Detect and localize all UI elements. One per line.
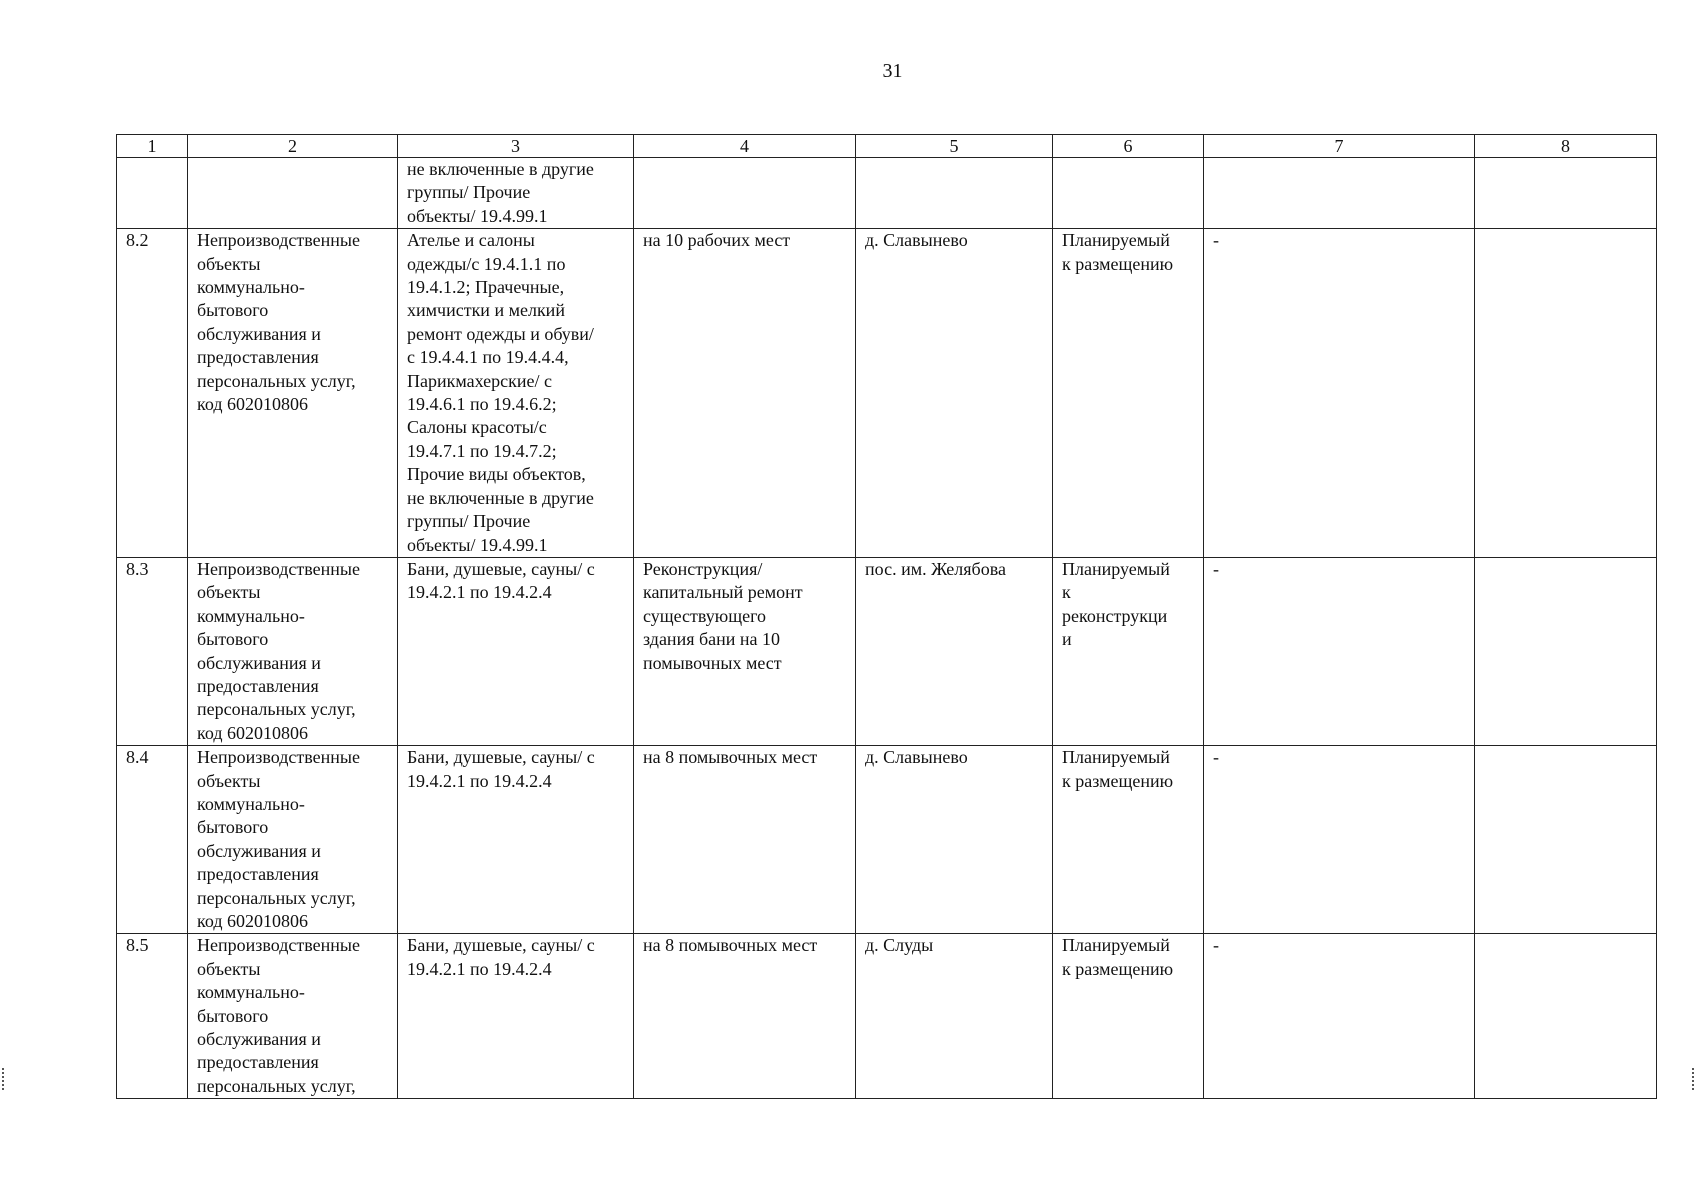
table-cell-col-6: Планируемый к размещению [1053, 229, 1204, 558]
table-cell-col-3: Ателье и салоны одежды/с 19.4.1.1 по 19.4.1.2; Прачечные, химчистки и мелкий ремонт одежды и обуви/ с 19.4.4.1 по 19.4.4.4, Парикмахерские/ с 19.4.6.1 по 19.4.6.2; Салоны красоты/с 19.4.7.1 по 19.4.7.2; Прочие виды объектов, не включенные в другие группы/ Прочие объекты/ 19.4.99.1 [398, 229, 634, 558]
table-cell-col-2: Непроизводственные объекты коммунально- бытового обслуживания и предоставления персональных услуг, код 602010806 [188, 746, 398, 934]
table-cell-col-3: Бани, душевые, сауны/ с 19.4.2.1 по 19.4.2.4 [398, 557, 634, 745]
table-row [117, 229, 1657, 558]
column-number-1: 1 [117, 135, 188, 158]
table-row [117, 158, 1657, 229]
left-edge-mark [2, 1068, 4, 1092]
table-row [117, 934, 1657, 1099]
right-edge-mark [1692, 1068, 1694, 1092]
table-cell-col-7 [1204, 158, 1475, 229]
column-number-8: 8 [1475, 135, 1657, 158]
table-cell-col-8 [1475, 557, 1657, 745]
table-cell-col-1: 8.3 [117, 557, 188, 745]
table-cell-col-5 [856, 158, 1053, 229]
table-cell-col-1 [117, 158, 188, 229]
table-cell-col-5: д. Славынево [856, 746, 1053, 934]
table-cell-col-2: Непроизводственные объекты коммунально- бытового обслуживания и предоставления персональных услуг, [188, 934, 398, 1099]
column-number-7: 7 [1204, 135, 1475, 158]
column-number-row [117, 135, 1657, 158]
table-cell-col-7: - [1204, 746, 1475, 934]
table-cell-col-6: Планируемый к размещению [1053, 746, 1204, 934]
table-cell-col-2: Непроизводственные объекты коммунально- бытового обслуживания и предоставления персональных услуг, код 602010806 [188, 229, 398, 558]
table-cell-col-7: - [1204, 934, 1475, 1099]
table-cell-col-5: д. Слуды [856, 934, 1053, 1099]
page-number: 31 [882, 60, 903, 82]
table-row [117, 557, 1657, 745]
table-cell-col-7: - [1204, 229, 1475, 558]
column-number-3: 3 [398, 135, 634, 158]
table-cell-col-1: 8.5 [117, 934, 188, 1099]
table-cell-col-5: д. Славынево [856, 229, 1053, 558]
table-cell-col-6 [1053, 158, 1204, 229]
table-cell-col-1: 8.2 [117, 229, 188, 558]
table-cell-col-3: Бани, душевые, сауны/ с 19.4.2.1 по 19.4.2.4 [398, 934, 634, 1099]
table-cell-col-2: Непроизводственные объекты коммунально- бытового обслуживания и предоставления персональных услуг, код 602010806 [188, 557, 398, 745]
table-cell-col-1: 8.4 [117, 746, 188, 934]
table-cell-col-4: Реконструкция/ капитальный ремонт существующего здания бани на 10 помывочных мест [634, 557, 856, 745]
table-cell-col-3: Бани, душевые, сауны/ с 19.4.2.1 по 19.4.2.4 [398, 746, 634, 934]
table-cell-col-8 [1475, 158, 1657, 229]
table-cell-col-4 [634, 158, 856, 229]
table-cell-col-8 [1475, 229, 1657, 558]
table-cell-col-4: на 8 помывочных мест [634, 746, 856, 934]
table-cell-col-6: Планируемый к реконструкци и [1053, 557, 1204, 745]
table-cell-col-6: Планируемый к размещению [1053, 934, 1204, 1099]
table-cell-col-8 [1475, 746, 1657, 934]
table-cell-col-2 [188, 158, 398, 229]
table-cell-col-8 [1475, 934, 1657, 1099]
table-body [117, 135, 1657, 1099]
table-cell-col-7: - [1204, 557, 1475, 745]
column-number-6: 6 [1053, 135, 1204, 158]
table-row [117, 746, 1657, 934]
column-number-4: 4 [634, 135, 856, 158]
table-cell-col-4: на 8 помывочных мест [634, 934, 856, 1099]
column-number-5: 5 [856, 135, 1053, 158]
table-cell-col-4: на 10 рабочих мест [634, 229, 856, 558]
table-cell-col-5: пос. им. Желябова [856, 557, 1053, 745]
facilities-table [116, 134, 1657, 1099]
table-cell-col-3: не включенные в другие группы/ Прочие объекты/ 19.4.99.1 [398, 158, 634, 229]
column-number-2: 2 [188, 135, 398, 158]
